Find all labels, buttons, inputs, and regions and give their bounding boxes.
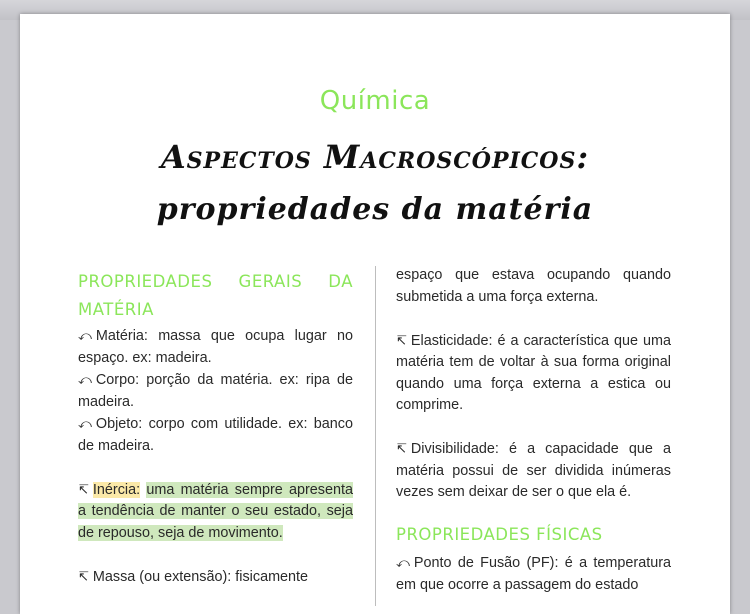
- section-heading-general-line1: PROPRIEDADES GERAIS DA: [78, 272, 353, 291]
- section-heading-physical: PROPRIEDADES FÍSICAS: [396, 525, 603, 544]
- section-heading-general: [78, 268, 353, 324]
- item-corpo: Corpo: porção da matéria. ex: ripa de madeira.: [78, 372, 353, 410]
- divisibility-text: Divisibilidade: é a capacidade que a matéria possui de ser dividida inúmeras vezes sem deixar de ser o que ela é.: [396, 441, 671, 500]
- right-column: [396, 265, 671, 504]
- item-objeto: Objeto: corpo com utilidade. ex: banco de madeira.: [78, 416, 353, 454]
- curved-arrow-icon: ⤺: [396, 555, 410, 570]
- curved-arrow-icon: ⤺: [78, 328, 92, 343]
- list-item: [78, 413, 353, 457]
- corner-arrow-icon: ↸: [396, 332, 407, 348]
- column-divider: [375, 266, 376, 606]
- section-heading-general-line2: MATÉRIA: [78, 300, 154, 319]
- left-column: [78, 325, 353, 588]
- inertia-definition: uma matéria sempre apresenta a tendência de manter o seu estado, seja de repouso, seja de movimento.: [78, 481, 354, 541]
- fusion-paragraph: [396, 552, 671, 596]
- page-title-line2: propriedades da matéria: [156, 192, 594, 227]
- curved-arrow-icon: ⤺: [78, 416, 92, 431]
- list-item: [78, 369, 353, 413]
- corner-arrow-icon: ↸: [396, 441, 407, 456]
- corner-arrow-icon: ↸: [78, 568, 89, 584]
- mass-paragraph: [78, 566, 353, 589]
- corner-arrow-icon: ↸: [78, 481, 89, 497]
- subject-title: Química: [319, 86, 431, 116]
- inertia-paragraph: [78, 479, 353, 545]
- page-title-line1: Aspectos Macroscópicos:: [160, 138, 590, 176]
- list-item: [78, 325, 353, 369]
- fusion-text: Ponto de Fusão (PF): é a temperatura em que ocorre a passagem do estado: [396, 555, 671, 593]
- inertia-term: Inércia:: [92, 481, 141, 498]
- elasticity-text: Elasticidade: é a característica que uma matéria tem de voltar à sua forma original quando uma força externa a estica ou comprime.: [396, 332, 671, 413]
- elasticity-paragraph: [396, 330, 671, 417]
- mass-text: Massa (ou extensão): fisicamente: [92, 568, 309, 585]
- divisibility-paragraph: [396, 438, 671, 504]
- right-column-lower: [396, 552, 671, 596]
- continuation-text: espaço que estava ocupando quando submetida a uma força externa.: [396, 267, 671, 305]
- curved-arrow-icon: ⤺: [78, 372, 92, 387]
- item-materia: Matéria: massa que ocupa lugar no espaço. ex: madeira.: [78, 328, 353, 366]
